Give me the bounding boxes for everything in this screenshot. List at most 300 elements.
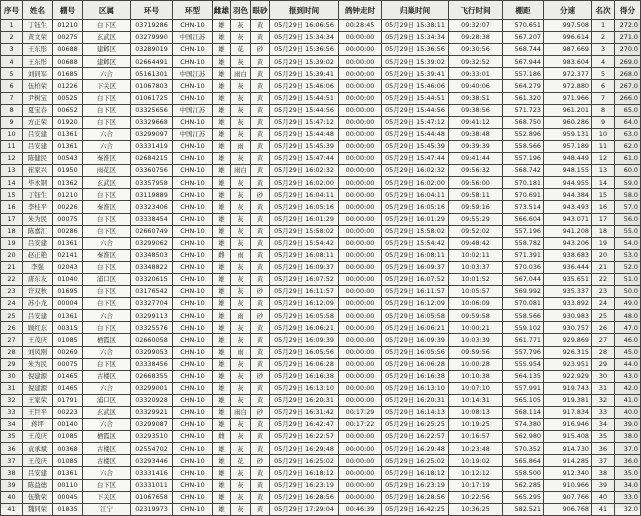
table-cell: 00286 <box>53 225 83 237</box>
table-cell: 02043 <box>53 261 83 273</box>
table-cell: 雄 <box>213 177 231 189</box>
table-cell: 20 <box>592 249 615 261</box>
table-cell: 05月29日 16:22:57 <box>382 431 449 443</box>
table-cell: 32.0 <box>615 503 641 515</box>
table-cell: 白下区 <box>83 116 131 128</box>
table-row <box>1 479 641 491</box>
col-district: 区属 <box>83 1 131 20</box>
table-cell: 03293446 <box>131 455 173 467</box>
table-cell: 朱为民 <box>23 358 53 370</box>
table-cell: 00:00:00 <box>339 273 382 285</box>
table-cell: 雄 <box>213 80 231 92</box>
table-cell: 白下区 <box>83 479 131 491</box>
col-color: 羽色 <box>231 1 251 20</box>
table-cell: 944.384 <box>544 189 592 201</box>
table-cell: 刘凤刚 <box>23 346 53 358</box>
table-cell: 中国江苏 <box>173 104 213 116</box>
table-row <box>1 177 641 189</box>
table-cell: 黄 <box>251 225 270 237</box>
table-row <box>1 201 641 213</box>
table-cell: 05月29日 15:47:12 <box>382 116 449 128</box>
table-row <box>1 273 641 285</box>
table-cell: 灰 <box>231 213 251 225</box>
table-cell: 24 <box>592 298 615 310</box>
table-cell: 黄 <box>251 382 270 394</box>
table-cell: 40 <box>1 491 23 503</box>
table-cell: 63.0 <box>615 128 641 140</box>
table-cell: 17 <box>1 213 23 225</box>
table-cell: 582.521 <box>503 503 544 515</box>
table-cell: 10:00:21 <box>449 322 503 334</box>
table-cell: 916.946 <box>544 419 592 431</box>
table-cell: 05月29日 15:38:11 <box>382 20 449 32</box>
table-cell: 六合 <box>83 237 131 249</box>
table-cell: 六合 <box>83 382 131 394</box>
table-cell: 灰 <box>231 20 251 32</box>
table-cell: 567.044 <box>503 273 544 285</box>
table-cell: 03299087 <box>131 419 173 431</box>
table-cell: 黄 <box>251 346 270 358</box>
table-cell: 10:03:39 <box>449 334 503 346</box>
table-cell: 00:00:00 <box>339 370 382 382</box>
table-cell: 935.651 <box>544 273 592 285</box>
table-cell: 黄 <box>251 32 270 44</box>
table-cell: 38 <box>592 467 615 479</box>
table-cell: 00:00:00 <box>339 467 382 479</box>
table-cell: 江宁 <box>83 503 131 515</box>
table-cell: 王东彤 <box>23 56 53 68</box>
table-cell: 05月29日 16:04:11 <box>382 189 449 201</box>
table-cell: 01362 <box>53 177 83 189</box>
table-cell: 267.0 <box>615 80 641 92</box>
table-cell: 灰 <box>231 153 251 165</box>
table-cell: 55.0 <box>615 225 641 237</box>
table-cell: 雨花区 <box>83 165 131 177</box>
table-cell: 05月29日 15:36:56 <box>382 44 449 56</box>
table-cell: 雄 <box>213 394 231 406</box>
table-cell: 03331416 <box>131 467 173 479</box>
table-cell: CHN-10 <box>173 225 213 237</box>
table-cell: 雄 <box>213 20 231 32</box>
table-cell: 32 <box>1 394 23 406</box>
table-cell: 1 <box>1 20 23 32</box>
table-cell: 灰 <box>231 370 251 382</box>
table-cell: 03338456 <box>131 358 173 370</box>
table-cell: 941.208 <box>544 225 592 237</box>
table-cell: 灰 <box>231 394 251 406</box>
table-cell: 05月29日 16:02:32 <box>382 165 449 177</box>
table-cell: CHN-10 <box>173 358 213 370</box>
table-cell: 570.036 <box>503 261 544 273</box>
table-cell: 03299113 <box>131 310 173 322</box>
table-cell: 568.742 <box>503 165 544 177</box>
table-cell: 50.0 <box>615 286 641 298</box>
table-cell: 李强 <box>23 261 53 273</box>
table-cell: 00:28:45 <box>339 20 382 32</box>
table-cell: 10:23:48 <box>449 443 503 455</box>
table-cell: 00:00:00 <box>339 249 382 261</box>
col-report-time: 报到时间 <box>270 1 339 20</box>
table-cell: 565.105 <box>503 394 544 406</box>
table-cell: 05月29日 16:29:48 <box>382 443 449 455</box>
table-cell: 31 <box>592 382 615 394</box>
table-cell: 7 <box>592 92 615 104</box>
table-cell: 914.285 <box>544 455 592 467</box>
table-cell: 00275 <box>53 32 83 44</box>
table-cell: 00:00:00 <box>339 32 382 44</box>
table-cell: 05月29日 16:02:00 <box>382 177 449 189</box>
table-cell: 05月29日 15:58:02 <box>270 225 339 237</box>
table-cell: 05月29日 16:07:52 <box>270 273 339 285</box>
table-row <box>1 503 641 515</box>
table-row <box>1 249 641 261</box>
table-cell: 浦口区 <box>83 394 131 406</box>
table-cell: 03331419 <box>131 140 173 152</box>
table-cell: 05月29日 16:25:02 <box>270 455 339 467</box>
table-cell: 05月29日 16:11:57 <box>270 286 339 298</box>
table-cell: 05月29日 16:22:57 <box>270 431 339 443</box>
table-cell: 05月29日 16:20:31 <box>270 394 339 406</box>
table-cell: 571.723 <box>503 104 544 116</box>
table-cell: 4 <box>592 56 615 68</box>
table-cell: 00075 <box>53 213 83 225</box>
table-cell: 01085 <box>53 455 83 467</box>
table-cell: 05月29日 16:08:11 <box>382 249 449 261</box>
table-cell: 灰 <box>231 189 251 201</box>
table-cell: 黄 <box>251 116 270 128</box>
table-cell: 05月29日 15:44:56 <box>382 104 449 116</box>
table-cell: 雄 <box>213 467 231 479</box>
table-cell: 黄 <box>251 298 270 310</box>
table-cell: 41 <box>1 503 23 515</box>
table-cell: CHN-10 <box>173 20 213 32</box>
table-cell: 03357958 <box>131 177 173 189</box>
table-cell: 02684215 <box>131 153 173 165</box>
table-cell: 00075 <box>53 358 83 370</box>
table-cell: 05月29日 16:28:56 <box>382 491 449 503</box>
table-cell: 02141 <box>53 249 83 261</box>
table-cell: 灰 <box>231 80 251 92</box>
table-row <box>1 153 641 165</box>
table-cell: 01067803 <box>131 80 173 92</box>
table-cell: 05月29日 15:45:39 <box>270 140 339 152</box>
table-cell: CHN-10 <box>173 249 213 261</box>
table-cell: 黄 <box>251 322 270 334</box>
table-cell: 566.604 <box>503 213 544 225</box>
table-cell: 黄 <box>251 20 270 32</box>
table-cell: 28 <box>1 346 23 358</box>
table-cell: 906.768 <box>544 503 592 515</box>
table-cell: 吕安建 <box>23 237 53 249</box>
table-cell: 25 <box>1 310 23 322</box>
table-cell: CHN-10 <box>173 455 213 467</box>
table-cell: 10:19:02 <box>449 455 503 467</box>
table-cell: 27 <box>592 334 615 346</box>
table-cell: 灰 <box>231 419 251 431</box>
table-cell: 01685 <box>53 68 83 80</box>
table-cell: 05161301 <box>131 68 173 80</box>
table-cell: 雄 <box>213 298 231 310</box>
table-cell: 573.514 <box>503 201 544 213</box>
table-cell: 05月29日 15:46:06 <box>382 80 449 92</box>
table-cell: 雄 <box>213 44 231 56</box>
table-cell: 03360756 <box>131 165 173 177</box>
table-cell: 白下区 <box>83 104 131 116</box>
table-cell: CHN-10 <box>173 153 213 165</box>
table-cell: 黄 <box>251 177 270 189</box>
table-cell: 47.0 <box>615 322 641 334</box>
table-cell: 37.0 <box>615 443 641 455</box>
col-ring-type: 环型 <box>173 1 213 20</box>
table-cell: 雄 <box>213 419 231 431</box>
table-cell: 00315 <box>53 322 83 334</box>
table-cell: 6 <box>592 80 615 92</box>
table-cell: 05月29日 16:05:58 <box>382 310 449 322</box>
table-cell: 黄 <box>251 261 270 273</box>
table-cell: 40.0 <box>615 407 641 419</box>
table-cell: 蒋坪 <box>23 419 53 431</box>
table-cell: 吕安建 <box>23 128 53 140</box>
table-cell: 灰 <box>231 177 251 189</box>
table-cell: 09:38:48 <box>449 128 503 140</box>
table-cell: 10 <box>1 128 23 140</box>
table-cell: 10:02:11 <box>449 249 503 261</box>
table-cell: 46.0 <box>615 334 641 346</box>
table-cell: 雄 <box>213 213 231 225</box>
table-cell: 05月29日 16:11:57 <box>382 286 449 298</box>
table-cell: 黄 <box>251 165 270 177</box>
table-cell: CHN-10 <box>173 189 213 201</box>
table-cell: 943.206 <box>544 237 592 249</box>
table-cell: 00:17:29 <box>339 407 382 419</box>
table-cell: 02660058 <box>131 334 173 346</box>
table-cell: 栖霞区 <box>83 431 131 443</box>
table-cell: 30 <box>1 370 23 382</box>
table-cell: 灰 <box>231 201 251 213</box>
table-cell: 灰 <box>231 298 251 310</box>
table-cell: 雄 <box>213 225 231 237</box>
table-cell: 917.834 <box>544 407 592 419</box>
table-cell: 09:58:11 <box>449 189 503 201</box>
table-cell: 558.566 <box>503 140 544 152</box>
table-cell: 01067658 <box>131 491 173 503</box>
table-cell: 黄 <box>251 92 270 104</box>
table-cell: 李桂平 <box>23 201 53 213</box>
table-cell: 565.864 <box>503 455 544 467</box>
table-row <box>1 32 641 44</box>
table-cell: 00:46:39 <box>339 503 382 515</box>
table-body <box>1 20 641 516</box>
table-cell: 雄 <box>213 32 231 44</box>
table-cell: 灰 <box>231 358 251 370</box>
table-cell: 00688 <box>53 56 83 68</box>
table-cell: 24 <box>1 298 23 310</box>
table-cell: 30 <box>592 370 615 382</box>
table-cell: 01085 <box>53 431 83 443</box>
table-cell: 13 <box>592 165 615 177</box>
table-cell: 01361 <box>53 237 83 249</box>
table-cell: 21 <box>1 261 23 273</box>
table-cell: 09:30:56 <box>449 44 503 56</box>
table-cell: 苏小龙 <box>23 298 53 310</box>
table-cell: 05月29日 16:42:47 <box>270 419 339 431</box>
table-cell: CHN-10 <box>173 443 213 455</box>
table-cell: 05月29日 16:05:58 <box>270 310 339 322</box>
table-cell: CHN-10 <box>173 237 213 249</box>
table-cell: 935.337 <box>544 286 592 298</box>
table-cell: 18 <box>1 225 23 237</box>
table-cell: 雄 <box>213 310 231 322</box>
table-cell: CHN-10 <box>173 334 213 346</box>
table-cell: 32 <box>592 394 615 406</box>
table-cell: 570.081 <box>503 298 544 310</box>
col-speed: 分速 <box>544 1 592 20</box>
table-cell: 00:00:00 <box>339 177 382 189</box>
table-cell: 59.0 <box>615 177 641 189</box>
table-cell: 00:00:00 <box>339 298 382 310</box>
table-cell: 60.0 <box>615 165 641 177</box>
table-cell: 砂 <box>251 189 270 201</box>
table-cell: 35 <box>592 431 615 443</box>
table-cell: 05月29日 16:05:56 <box>382 346 449 358</box>
table-cell: CHN-10 <box>173 467 213 479</box>
table-cell: 09:40:06 <box>449 80 503 92</box>
table-cell: 943.493 <box>544 201 592 213</box>
table-cell: 05月29日 16:02:00 <box>270 177 339 189</box>
table-row <box>1 346 641 358</box>
table-cell: 03299001 <box>131 382 173 394</box>
table-cell: 948.155 <box>544 165 592 177</box>
table-cell: 雄 <box>213 346 231 358</box>
table-cell: 雄 <box>213 116 231 128</box>
table-cell: 03329921 <box>131 407 173 419</box>
table-cell: 黄 <box>251 56 270 68</box>
table-cell: 雄 <box>213 68 231 80</box>
table-cell: CHN-10 <box>173 201 213 213</box>
table-cell: 41.0 <box>615 394 641 406</box>
table-cell: CHN-10 <box>173 310 213 322</box>
table-cell: 01361 <box>53 140 83 152</box>
table-cell: 05月29日 16:06:21 <box>270 322 339 334</box>
table-cell: 48.0 <box>615 310 641 322</box>
table-cell: 05月29日 15:44:48 <box>270 128 339 140</box>
table-cell: 557.796 <box>503 346 544 358</box>
table-row <box>1 491 641 503</box>
table-cell: 35 <box>1 431 23 443</box>
table-cell: 灰 <box>231 286 251 298</box>
table-cell: 09:38:51 <box>449 92 503 104</box>
table-row <box>1 68 641 80</box>
table-cell: 10 <box>592 128 615 140</box>
table-cell: 52.0 <box>615 261 641 273</box>
table-cell: 569.992 <box>503 286 544 298</box>
table-cell: 05月29日 16:13:10 <box>382 382 449 394</box>
table-cell: 00:00:00 <box>339 44 382 56</box>
table-cell: 白下区 <box>83 20 131 32</box>
table-cell: 黄 <box>251 334 270 346</box>
table-cell: 960.286 <box>544 116 592 128</box>
table-cell: CHN-10 <box>173 346 213 358</box>
table-cell: 15 <box>592 189 615 201</box>
table-cell: 557.196 <box>503 153 544 165</box>
table-cell: 王东彤 <box>23 44 53 56</box>
table-cell: 白下区 <box>83 286 131 298</box>
table-row <box>1 443 641 455</box>
table-row <box>1 104 641 116</box>
table-cell: 05月29日 16:05:16 <box>270 201 339 213</box>
table-cell: 15 <box>1 189 23 201</box>
table-cell: 972.377 <box>544 68 592 80</box>
table-cell: 雄 <box>213 286 231 298</box>
table-cell: 14 <box>1 177 23 189</box>
table-cell: 灰 <box>231 128 251 140</box>
table-cell: 灰 <box>231 56 251 68</box>
table-cell: 10:16:57 <box>449 431 503 443</box>
table-row <box>1 394 641 406</box>
table-row <box>1 455 641 467</box>
table-cell: 白下区 <box>83 213 131 225</box>
col-rank: 名次 <box>592 1 615 20</box>
table-cell: 05月29日 15:39:41 <box>270 68 339 80</box>
table-cell: 黄文荣 <box>23 32 53 44</box>
table-cell: 雄 <box>213 261 231 273</box>
table-cell: 948.449 <box>544 153 592 165</box>
table-cell: 19 <box>592 237 615 249</box>
table-cell: 65.0 <box>615 104 641 116</box>
table-cell: 568.114 <box>503 407 544 419</box>
table-cell: 00688 <box>53 44 83 56</box>
col-flight-time: 飞行时间 <box>449 1 503 20</box>
table-cell: 39 <box>592 479 615 491</box>
table-cell: 02664491 <box>131 56 173 68</box>
table-cell: 09:48:42 <box>449 237 503 249</box>
table-cell: 00140 <box>53 419 83 431</box>
table-cell: 雨白 <box>231 407 251 419</box>
table-row <box>1 20 641 32</box>
table-cell: 915.408 <box>544 431 592 443</box>
table-cell: 00:00:00 <box>339 455 382 467</box>
table-cell: 09:32:52 <box>449 56 503 68</box>
table-cell: CHN-10 <box>173 382 213 394</box>
table-cell: 5 <box>1 68 23 80</box>
table-cell: 05月29日 16:25:02 <box>382 455 449 467</box>
table-cell: 灰 <box>231 467 251 479</box>
table-cell: 36 <box>1 443 23 455</box>
table-cell: 夏宝春 <box>23 104 53 116</box>
table-cell: 00:00:00 <box>339 491 382 503</box>
table-cell: 34 <box>1 419 23 431</box>
table-cell: 砂 <box>251 370 270 382</box>
table-cell: 02319973 <box>131 503 173 515</box>
table-cell: 555.954 <box>503 358 544 370</box>
table-cell: 51.0 <box>615 273 641 285</box>
table-cell: 05月29日 16:06:21 <box>382 322 449 334</box>
table-cell: 00525 <box>53 92 83 104</box>
table-cell: 陈嘉汇 <box>23 225 53 237</box>
table-cell: 05月29日 16:06:28 <box>270 358 339 370</box>
table-cell: 05月29日 16:09:37 <box>270 261 339 273</box>
table-cell: 雨 <box>231 249 251 261</box>
table-cell: 砂 <box>251 407 270 419</box>
table-row <box>1 213 641 225</box>
table-cell: 下关区 <box>83 491 131 503</box>
table-row <box>1 128 641 140</box>
table-cell: 灰 <box>231 322 251 334</box>
table-cell: 03299097 <box>131 128 173 140</box>
table-cell: 8 <box>1 104 23 116</box>
table-cell: 919.743 <box>544 382 592 394</box>
table-cell: 41 <box>592 503 615 515</box>
